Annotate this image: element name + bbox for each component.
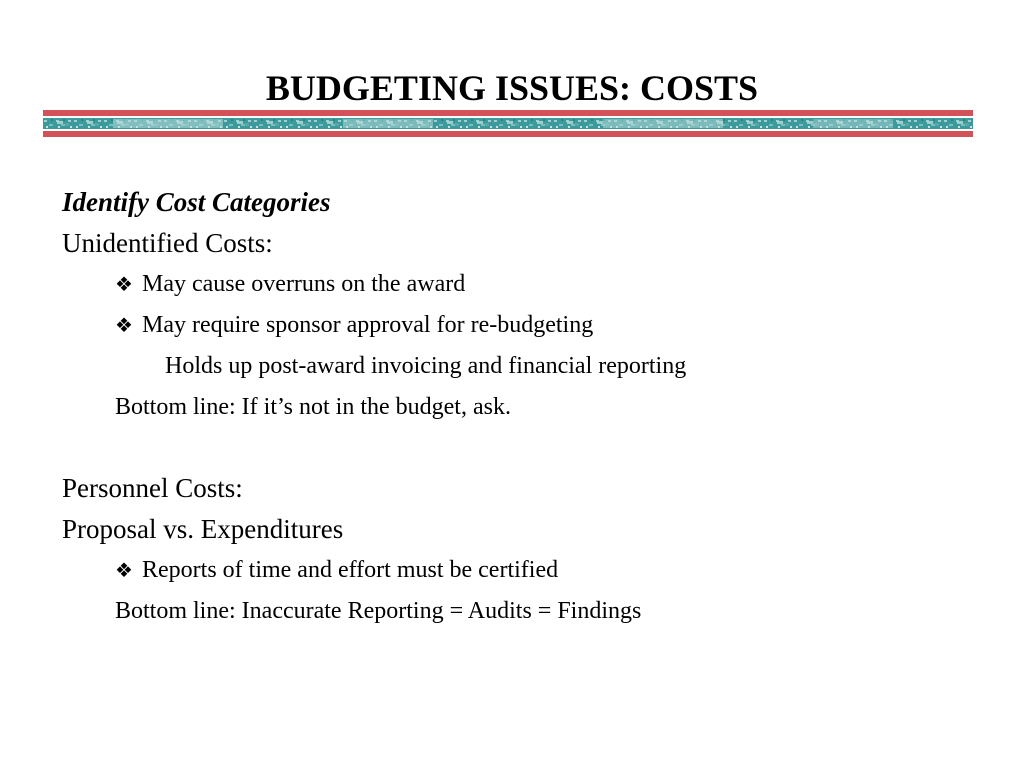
section-heading-cost-categories: Identify Cost Categories <box>62 187 331 217</box>
four-diamond-bullet-icon: ❖ <box>115 313 133 337</box>
slide-body <box>62 182 982 632</box>
divider-top-rule <box>43 110 973 116</box>
bullet-text: May require sponsor approval for re-budgeting <box>142 312 594 338</box>
section-spacer <box>62 428 982 468</box>
title-divider <box>43 110 973 138</box>
bullet-text: Reports of time and effort must be certified <box>142 557 559 583</box>
bottom-line-note: Bottom line: Inaccurate Reporting = Audits = Findings <box>115 598 642 624</box>
bullet-item <box>62 305 982 346</box>
divider-patterned-band <box>43 118 973 129</box>
bullet-item <box>62 550 982 591</box>
bullet-text: May cause overruns on the award <box>142 271 466 297</box>
four-diamond-bullet-icon: ❖ <box>115 272 133 296</box>
slide-title: BUDGETING ISSUES: COSTS <box>265 68 759 108</box>
proposal-vs-expenditures-label: Proposal vs. Expenditures <box>62 514 344 544</box>
bullet-item <box>62 264 982 305</box>
unidentified-costs-label: Unidentified Costs: <box>62 228 273 258</box>
sub-note: Holds up post-award invoicing and financial reporting <box>165 353 687 379</box>
divider-bottom-rule <box>43 131 973 137</box>
personnel-costs-label: Personnel Costs: <box>62 473 243 503</box>
four-diamond-bullet-icon: ❖ <box>115 558 133 582</box>
bottom-line-note: Bottom line: If it’s not in the budget, ask. <box>115 394 511 420</box>
